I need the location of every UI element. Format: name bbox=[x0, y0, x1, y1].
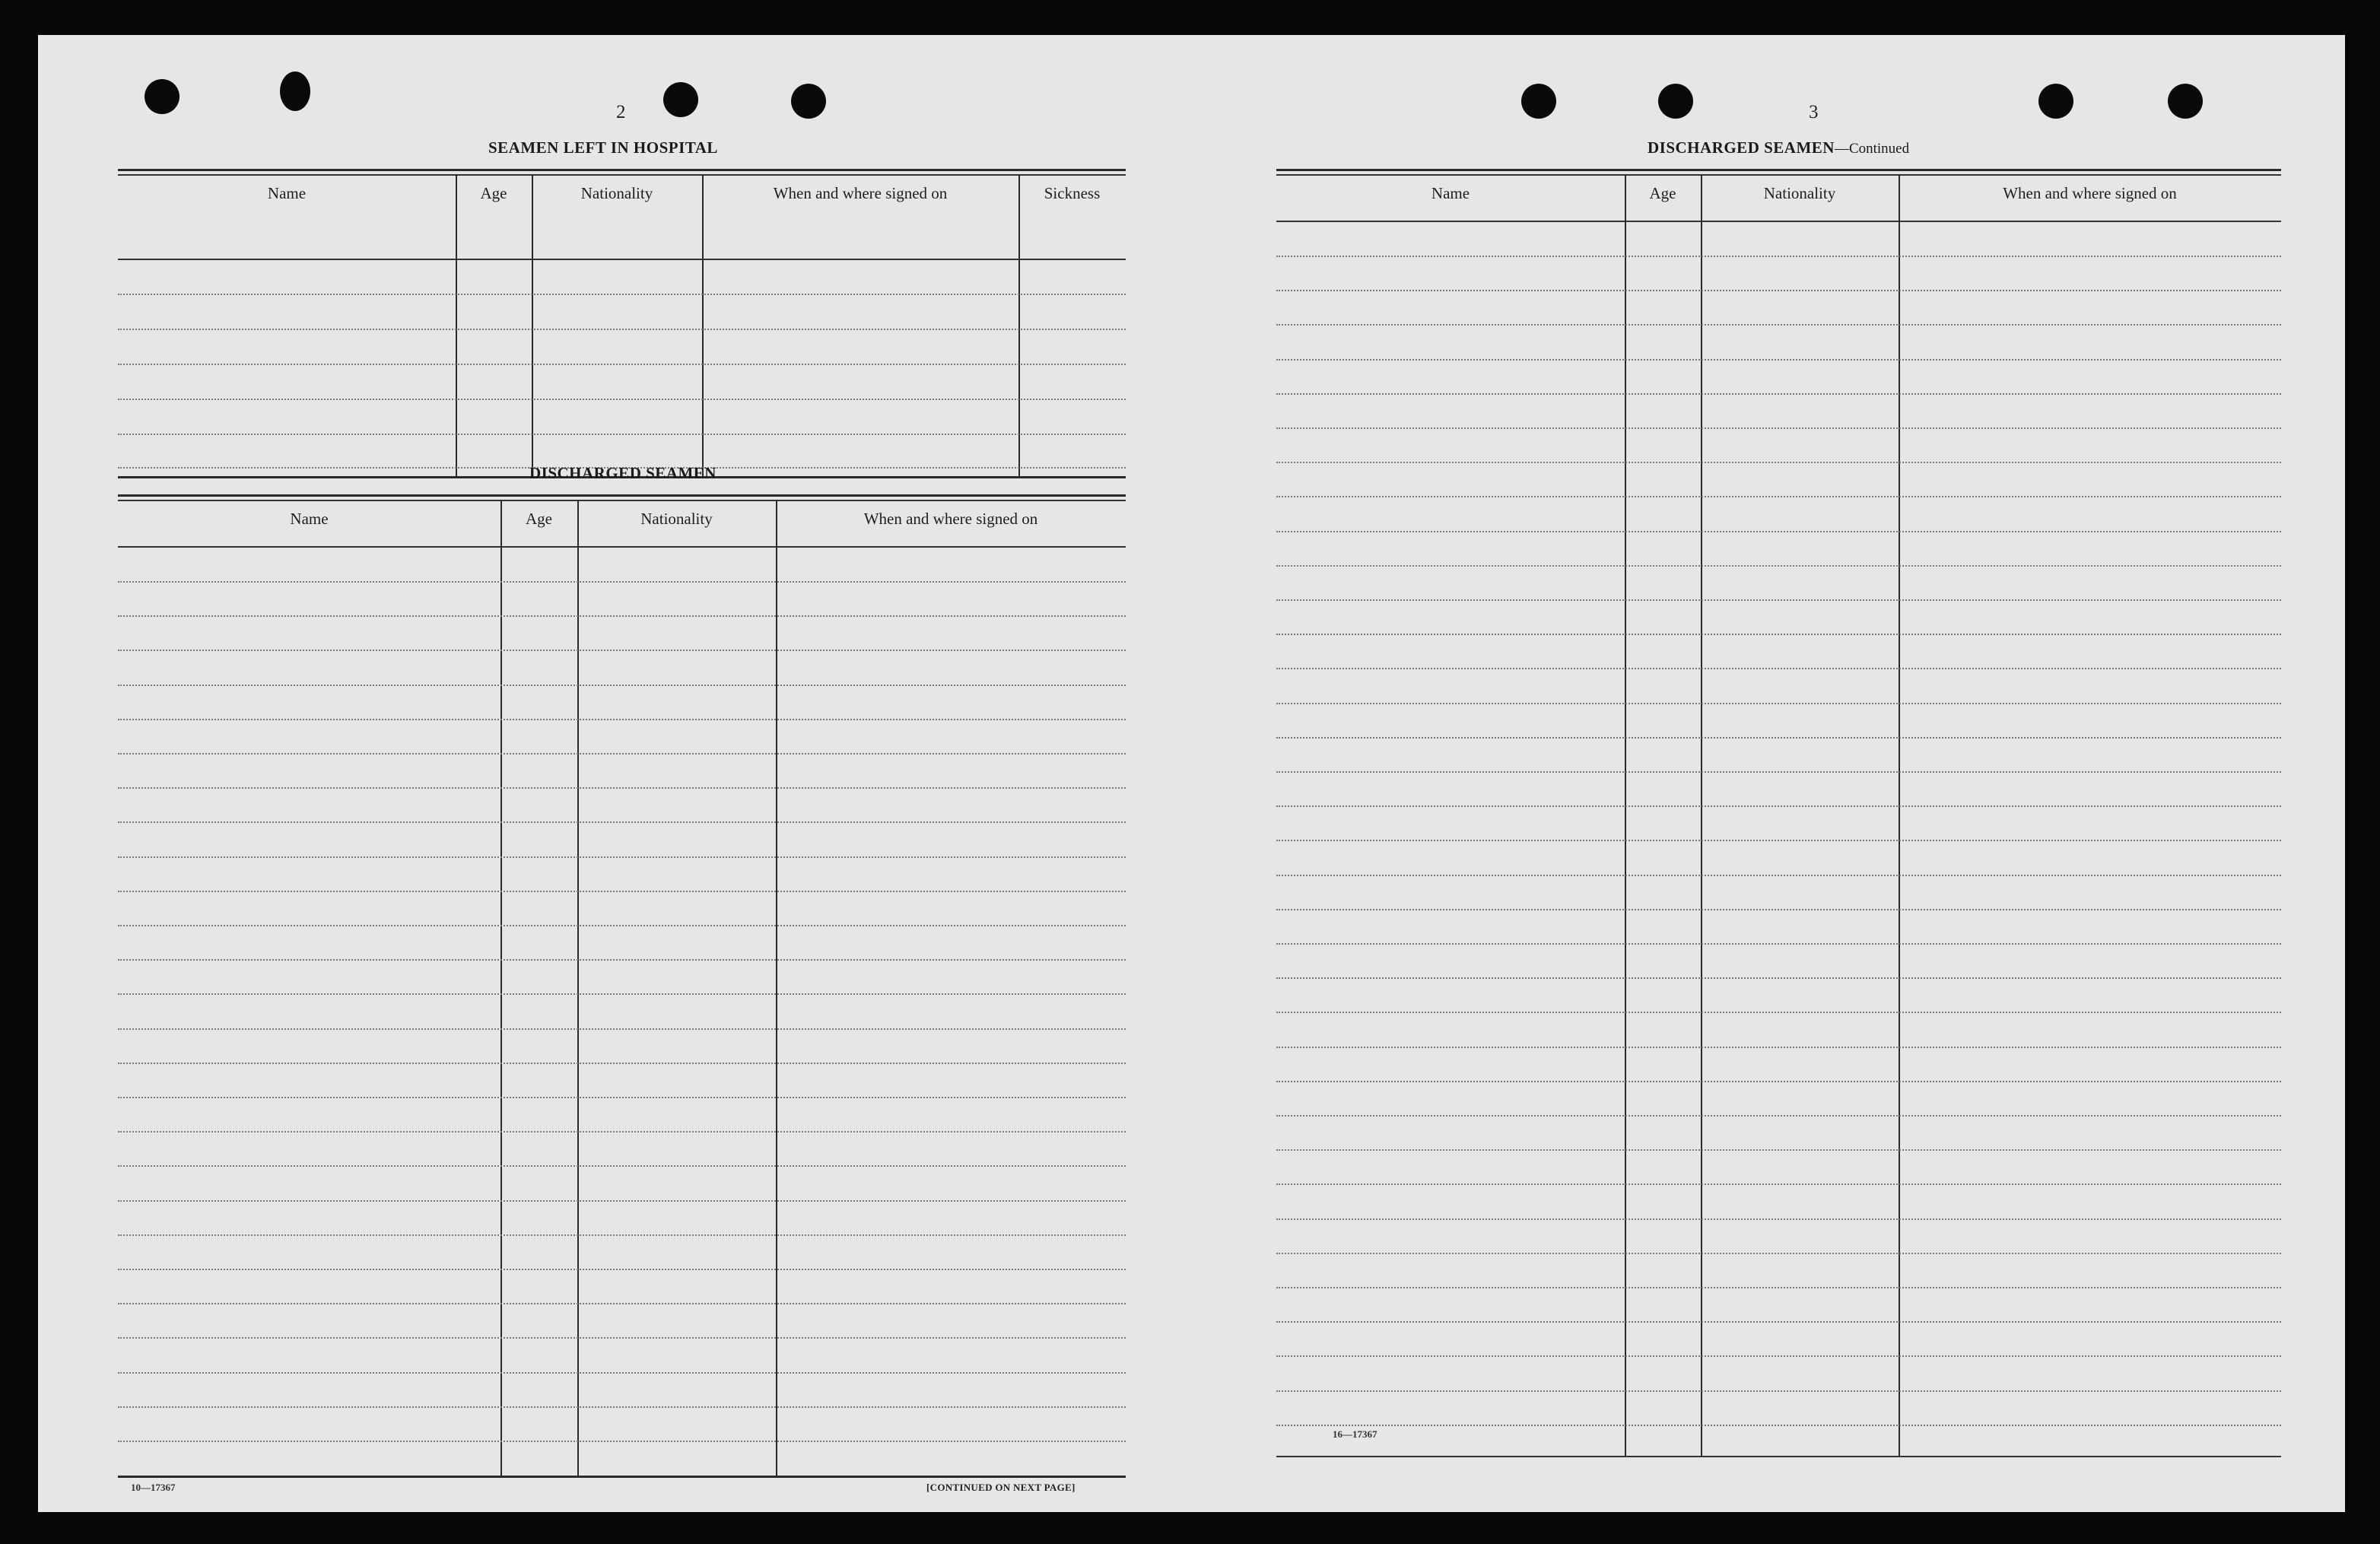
column-header-signed-on: When and where signed on bbox=[863, 510, 1038, 528]
form-row-rule bbox=[118, 1406, 1126, 1408]
section-title-suffix: —Continued bbox=[1834, 141, 1910, 157]
form-row-rule bbox=[1276, 1287, 2281, 1288]
column-header-name: Name bbox=[267, 184, 307, 202]
form-row-rule bbox=[1276, 496, 2281, 497]
form-row-rule bbox=[118, 959, 1126, 961]
form-row-rule bbox=[1276, 771, 2281, 773]
column-header-signed-on: When and where signed on bbox=[773, 184, 948, 202]
hospital-section-title: SEAMEN LEFT IN HOSPITAL bbox=[488, 138, 718, 157]
form-row-rule bbox=[118, 1234, 1126, 1236]
discharged-table-right bbox=[1276, 169, 2281, 1462]
form-row-rule bbox=[1276, 599, 2281, 601]
form-row-rule bbox=[118, 1063, 1126, 1064]
form-row-rule bbox=[118, 1200, 1126, 1202]
document-sheet bbox=[38, 35, 2345, 1512]
form-row-rule bbox=[1276, 703, 2281, 704]
column-header-age: Age bbox=[480, 184, 507, 202]
page-number: 3 bbox=[1809, 102, 1819, 122]
right-page bbox=[1217, 35, 2345, 1512]
left-page bbox=[38, 35, 1164, 1512]
form-code: 16—17367 bbox=[1333, 1428, 1377, 1440]
form-row-rule bbox=[118, 856, 1126, 858]
form-row-rule bbox=[118, 685, 1126, 686]
form-row-rule bbox=[1276, 1390, 2281, 1392]
form-row-rule bbox=[118, 787, 1126, 789]
form-row-rule bbox=[118, 1269, 1126, 1270]
column-header-nationality: Nationality bbox=[1763, 184, 1836, 202]
form-row-rule bbox=[118, 1028, 1126, 1030]
form-row-rule bbox=[118, 1337, 1126, 1339]
page-number: 2 bbox=[616, 102, 626, 122]
form-row-rule bbox=[1276, 256, 2281, 257]
form-row-rule bbox=[1276, 462, 2281, 463]
form-row-rule bbox=[1276, 805, 2281, 807]
form-row-rule bbox=[1276, 840, 2281, 841]
hospital-table bbox=[118, 169, 1126, 481]
form-row-rule bbox=[1276, 1081, 2281, 1082]
form-row-rule bbox=[1276, 427, 2281, 429]
form-row-rule bbox=[1276, 737, 2281, 739]
form-row-rule bbox=[118, 1097, 1126, 1098]
form-row-rule bbox=[118, 753, 1126, 755]
form-row-rule bbox=[1276, 359, 2281, 361]
column-header-nationality: Nationality bbox=[640, 510, 713, 528]
discharged-continued-title bbox=[1648, 138, 1909, 157]
form-row-rule bbox=[118, 993, 1126, 995]
form-row-rule bbox=[1276, 1355, 2281, 1357]
section-title-text: DISCHARGED SEAMEN bbox=[1648, 138, 1835, 157]
form-row-rule bbox=[1276, 634, 2281, 635]
column-header-name: Name bbox=[1431, 184, 1470, 202]
form-row-rule bbox=[1276, 393, 2281, 395]
form-row-rule bbox=[1276, 668, 2281, 669]
form-row-rule bbox=[118, 719, 1126, 720]
form-row-rule bbox=[118, 925, 1126, 926]
form-row-rule bbox=[1276, 531, 2281, 532]
column-header-age: Age bbox=[526, 510, 552, 528]
form-row-rule bbox=[1276, 290, 2281, 291]
form-row-rule bbox=[118, 891, 1126, 892]
form-row-rule bbox=[118, 1303, 1126, 1304]
form-row-rule bbox=[1276, 565, 2281, 567]
form-row-rule bbox=[118, 581, 1126, 583]
continued-note: [CONTINUED ON NEXT PAGE] bbox=[926, 1482, 1076, 1493]
form-row-rule bbox=[118, 1372, 1126, 1374]
form-row-rule bbox=[1276, 1149, 2281, 1151]
form-row-rule bbox=[118, 1165, 1126, 1167]
form-row-rule bbox=[1276, 1012, 2281, 1013]
column-header-sickness: Sickness bbox=[1044, 184, 1101, 202]
form-row-rule bbox=[1276, 875, 2281, 876]
form-row-rule bbox=[1276, 324, 2281, 326]
form-row-rule bbox=[1276, 1321, 2281, 1323]
form-row-rule bbox=[118, 821, 1126, 823]
form-row-rule bbox=[1276, 977, 2281, 979]
form-row-rule bbox=[1276, 1253, 2281, 1254]
form-row-rule bbox=[1276, 1183, 2281, 1185]
form-row-rule bbox=[1276, 1115, 2281, 1117]
form-row-rule bbox=[1276, 1218, 2281, 1220]
form-row-rule bbox=[118, 1131, 1126, 1133]
discharged-table-left bbox=[118, 494, 1126, 1483]
form-row-rule bbox=[1276, 943, 2281, 945]
column-header-name: Name bbox=[290, 510, 329, 528]
column-header-nationality: Nationality bbox=[580, 184, 653, 202]
discharged-section-title: DISCHARGED SEAMEN bbox=[529, 464, 717, 482]
form-row-rule bbox=[1276, 1047, 2281, 1048]
form-code: 10—17367 bbox=[131, 1482, 176, 1493]
form-row-rule bbox=[118, 615, 1126, 617]
form-row-rule bbox=[1276, 1425, 2281, 1426]
form-row-rule bbox=[118, 650, 1126, 651]
column-header-age: Age bbox=[1649, 184, 1676, 202]
column-header-signed-on: When and where signed on bbox=[2003, 184, 2177, 202]
form-row-rule bbox=[118, 1441, 1126, 1442]
form-row-rule bbox=[1276, 909, 2281, 910]
